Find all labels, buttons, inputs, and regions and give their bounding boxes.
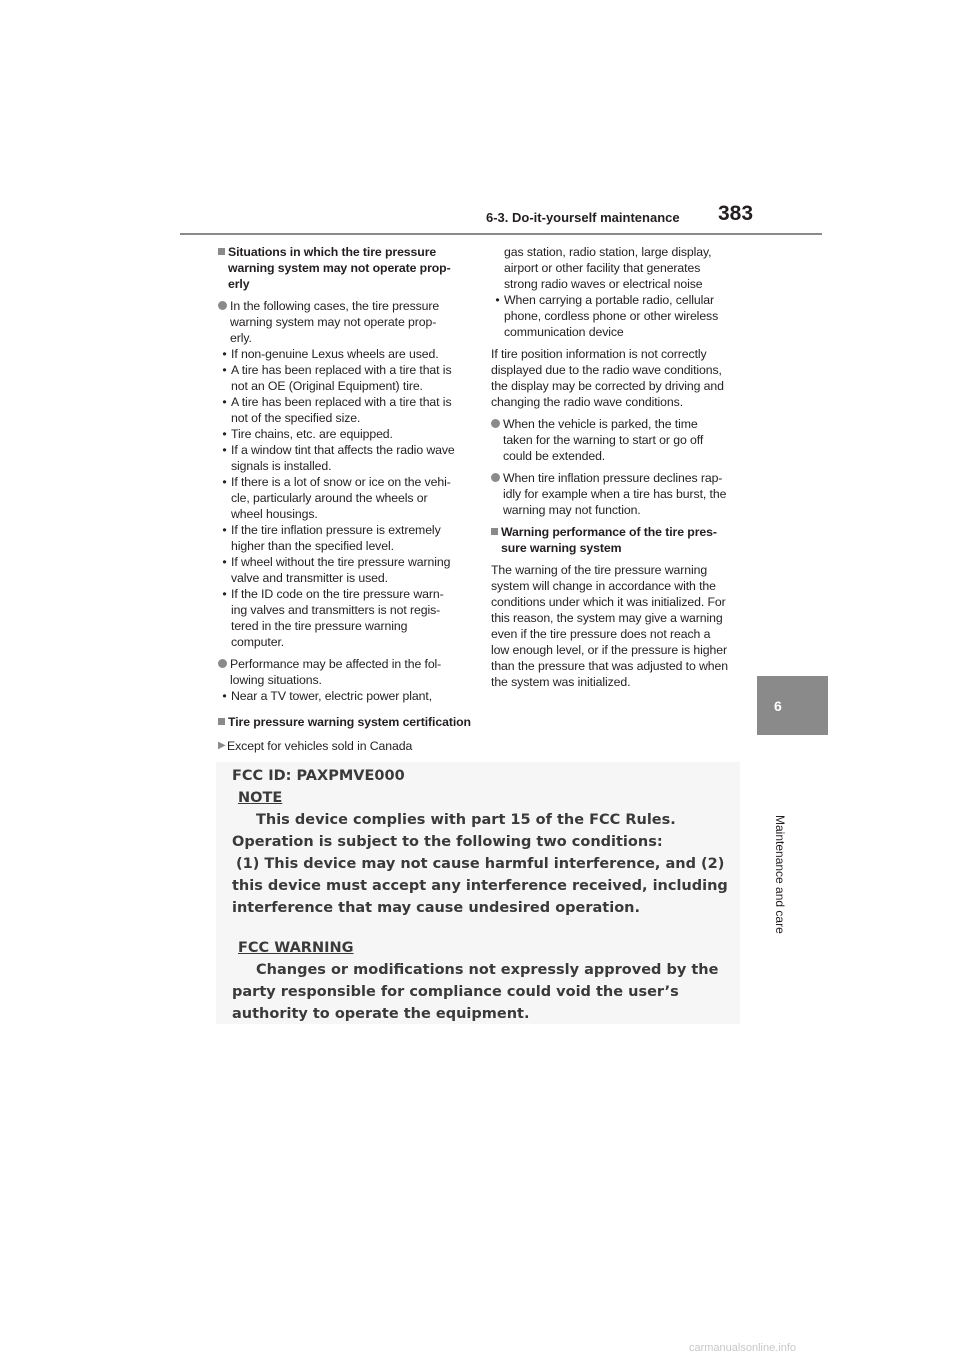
paragraph — [491, 346, 753, 410]
bullet-item — [491, 470, 753, 518]
text-line: low enough level, or if the pressure is higher — [491, 643, 728, 657]
section-heading — [491, 524, 753, 556]
text-line: The warning of the tire pressure warning — [491, 563, 708, 577]
chapter-tab — [757, 676, 828, 735]
text-line: tered in the tire pressure warning — [231, 619, 408, 633]
text-line: When carrying a portable radio, cellular — [504, 293, 714, 307]
sub-item — [218, 474, 486, 522]
text-line: even if the tire pressure does not reach a — [491, 627, 711, 641]
text-line: idly for example when a tire has burst, the — [503, 487, 727, 501]
sub-item — [218, 346, 486, 362]
text-line: A tire has been replaced with a tire that is — [231, 395, 452, 409]
chapter-tab-number: 6 — [774, 698, 782, 714]
text-line: cle, particularly around the wheels or — [231, 491, 428, 505]
text-line: gas station, radio station, large display, — [504, 245, 712, 259]
text-line: When tire inflation pressure declines rap- — [503, 471, 723, 485]
sub-item — [218, 442, 486, 474]
dot-bullet-icon: • — [222, 523, 227, 537]
arrow-item — [218, 738, 486, 754]
header-divider — [180, 233, 822, 235]
bullet-item — [218, 656, 486, 688]
text-line: warning may not function. — [503, 503, 641, 517]
fcc-warning-line: party responsible for compliance could void the user’s — [232, 984, 679, 1000]
dot-bullet-icon: • — [495, 293, 500, 307]
fcc-text-line: Operation is subject to the following two conditions: — [232, 834, 663, 850]
section-title: 6-3. Do-it-yourself maintenance — [486, 210, 680, 225]
sub-item — [218, 394, 486, 426]
text-line: this reason, the system may give a warning — [491, 611, 723, 625]
circle-bullet-icon — [218, 656, 230, 688]
chapter-tab-label — [773, 815, 787, 934]
circle-bullet-icon — [491, 416, 503, 464]
text-line: changing the radio wave conditions. — [491, 395, 684, 409]
fcc-text-line: (1) This device may not cause harmful interference, and (2) — [236, 856, 725, 872]
text-line: In the following cases, the tire pressure — [230, 299, 440, 313]
circle-bullet-icon — [218, 298, 230, 346]
page-number: 383 — [718, 202, 754, 225]
text-line: communication device — [504, 325, 624, 339]
square-bullet-icon — [491, 524, 501, 556]
text-line: computer. — [231, 635, 285, 649]
right-column — [491, 244, 753, 690]
fcc-text-line: This device complies with part 15 of the FCC Rules. — [256, 812, 676, 828]
triangle-arrow-icon: ▶ — [218, 740, 226, 751]
sub-item — [218, 426, 486, 442]
text-line: If the ID code on the tire pressure warn- — [231, 587, 444, 601]
text-line: Performance may be affected in the fol- — [230, 657, 442, 671]
text-line: lowing situations. — [230, 673, 322, 687]
text-line: not an OE (Original Equipment) tire. — [231, 379, 423, 393]
fcc-warning-line: authority to operate the equipment. — [232, 1006, 530, 1022]
sub-item — [218, 688, 486, 704]
text-line: If there is a lot of snow or ice on the vehi- — [231, 475, 451, 489]
text-line: If tire position information is not correctly — [491, 347, 707, 361]
sub-list — [218, 346, 486, 650]
text-line: ing valves and transmitters is not regis- — [231, 603, 441, 617]
fcc-id: FCC ID: PAXPMVE000 — [232, 768, 405, 784]
fcc-text-line: this device must accept any interference received, including — [232, 878, 728, 894]
dot-bullet-icon: • — [222, 443, 227, 457]
text-line: taken for the warning to start or go off — [503, 433, 704, 447]
text-line: Except for vehicles sold in Canada — [227, 739, 413, 753]
note-title: NOTE — [238, 790, 283, 806]
fcc-text-line: interference that may cause undesired operation. — [232, 900, 640, 916]
text-line: the display may be corrected by driving and — [491, 379, 724, 393]
watermark: carmanualsonline.info — [689, 1342, 797, 1354]
text-line: If a window tint that affects the radio wave — [231, 443, 455, 457]
dot-bullet-icon: • — [222, 475, 227, 489]
text-line: airport or other facility that generates — [504, 261, 701, 275]
text-line: could be extended. — [503, 449, 606, 463]
circle-bullet-icon — [491, 470, 503, 518]
sub-item — [218, 586, 486, 650]
heading-line: Warning performance of the tire pres- — [501, 525, 717, 539]
left-column — [218, 244, 486, 754]
text-line: than the pressure that was adjusted to when — [491, 659, 729, 673]
bullet-item — [491, 416, 753, 464]
square-bullet-icon — [218, 244, 228, 292]
sub-item — [491, 292, 753, 340]
dot-bullet-icon: • — [222, 395, 227, 409]
bullet-item — [218, 298, 486, 346]
text-line: phone, cordless phone or other wireless — [504, 309, 719, 323]
section-heading — [218, 244, 486, 292]
chapter-label-text: Maintenance and care — [773, 815, 787, 934]
text-line: higher than the specified level. — [231, 539, 394, 553]
text-line: If non-genuine Lexus wheels are used. — [231, 347, 439, 361]
paragraph — [491, 562, 753, 690]
fcc-label-box — [216, 762, 740, 1024]
text-line: the system was initialized. — [491, 675, 631, 689]
text-line: valve and transmitter is used. — [231, 571, 388, 585]
text-line: strong radio waves or electrical noise — [504, 277, 703, 291]
text-line: A tire has been replaced with a tire that is — [231, 363, 452, 377]
heading-line: sure warning system — [501, 541, 622, 555]
text-line: If wheel without the tire pressure warning — [231, 555, 451, 569]
dot-bullet-icon: • — [222, 689, 227, 703]
dot-bullet-icon: • — [222, 427, 227, 441]
text-line: signals is installed. — [231, 459, 332, 473]
text-line: displayed due to the radio wave conditions, — [491, 363, 722, 377]
heading-line: Tire pressure warning system certification — [228, 715, 471, 729]
square-bullet-icon — [218, 714, 228, 730]
text-line: Near a TV tower, electric power plant, — [231, 689, 433, 703]
continued-text — [491, 244, 753, 292]
sub-item — [218, 362, 486, 394]
text-line: If the tire inflation pressure is extremely — [231, 523, 441, 537]
fcc-warning-title: FCC WARNING — [238, 940, 354, 956]
dot-bullet-icon: • — [222, 363, 227, 377]
dot-bullet-icon: • — [222, 555, 227, 569]
text-line: not of the specified size. — [231, 411, 361, 425]
heading-line: erly — [228, 277, 250, 291]
text-line: wheel housings. — [231, 507, 318, 521]
dot-bullet-icon: • — [222, 587, 227, 601]
sub-item — [218, 554, 486, 586]
heading-line: warning system may not operate prop- — [228, 261, 451, 275]
text-line: erly. — [230, 331, 252, 345]
text-line: warning system may not operate prop- — [230, 315, 437, 329]
text-line: conditions under which it was initialized. For — [491, 595, 726, 609]
text-line: system will change in accordance with the — [491, 579, 716, 593]
text-line: Tire chains, etc. are equipped. — [231, 427, 393, 441]
text-line: When the vehicle is parked, the time — [503, 417, 698, 431]
dot-bullet-icon: • — [222, 347, 227, 361]
heading-line: Situations in which the tire pressure — [228, 245, 437, 259]
sub-item — [218, 522, 486, 554]
fcc-warning-line: Changes or modifications not expressly approved by the — [256, 962, 719, 978]
section-heading — [218, 714, 486, 730]
